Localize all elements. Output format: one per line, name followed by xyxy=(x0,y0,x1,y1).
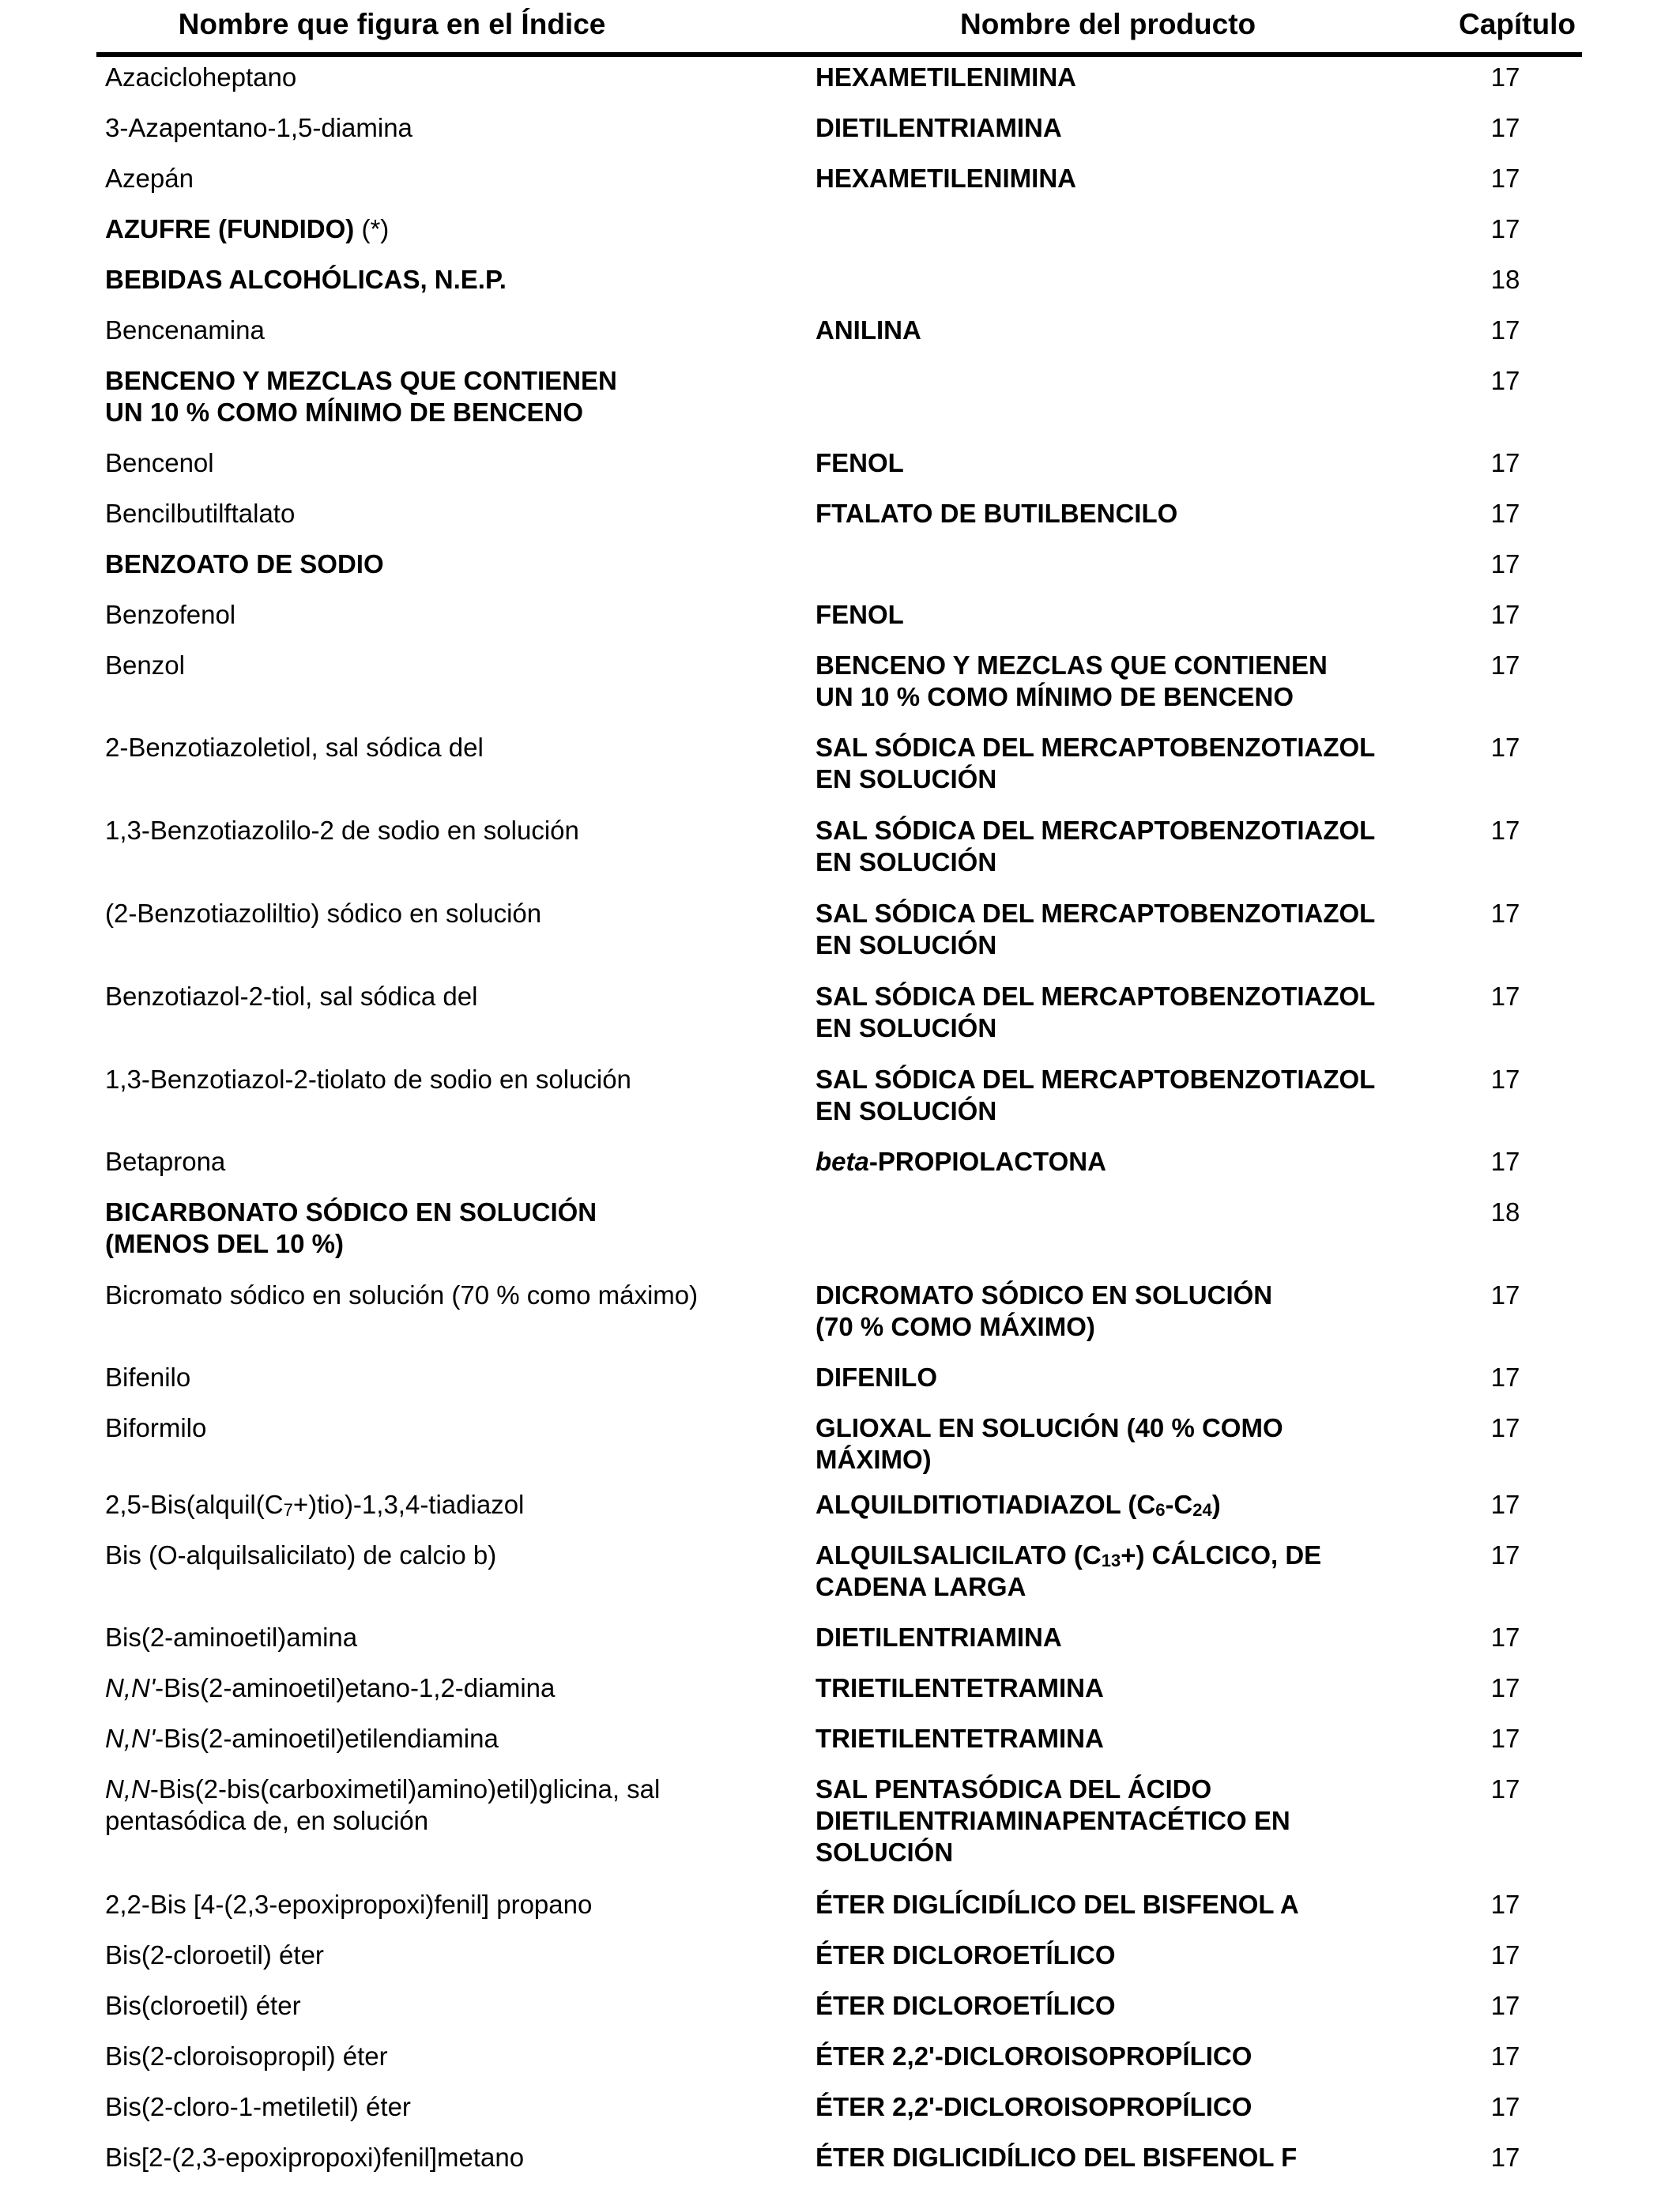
product-italic-prefix: beta xyxy=(816,1147,869,1176)
chapter-cell: 17 xyxy=(1490,1413,1520,1442)
index-name-text: -Bis(2-aminoetil)etano-1,2-diamina xyxy=(155,1673,556,1702)
header-chapter: Capítulo xyxy=(1459,8,1576,40)
index-name-cell xyxy=(105,213,769,245)
index-name-bold: AZUFRE (FUNDIDO) xyxy=(105,214,355,243)
chapter-cell: 17 xyxy=(1490,1724,1520,1753)
header-product-name: Nombre del producto xyxy=(960,8,1256,40)
chapter-cell: 17 xyxy=(1490,549,1520,579)
chapter-cell: 17 xyxy=(1490,1147,1520,1176)
chapter-cell: 17 xyxy=(1490,2092,1520,2121)
product-name-cell: TRIETILENTETRAMINA xyxy=(816,1673,1104,1702)
product-name-cell: ANILINA xyxy=(816,315,921,345)
chapter-cell: 17 xyxy=(1490,1890,1520,1919)
product-name-cell: FENOL xyxy=(816,600,904,629)
chapter-cell: 17 xyxy=(1490,1774,1520,1804)
product-text-part: ) xyxy=(1211,1490,1221,1519)
index-name-cell: Benzofenol xyxy=(105,600,236,629)
index-name-cell: (2-Benzotiazoliltio) sódico en solución xyxy=(105,899,542,928)
product-name-text: -PROPIOLACTONA xyxy=(868,1147,1106,1176)
product-text-part: ALQUILSALICILATO (C xyxy=(816,1540,1102,1570)
product-text-part: -C xyxy=(1165,1490,1193,1519)
chapter-cell: 17 xyxy=(1490,499,1520,528)
chapter-cell: 17 xyxy=(1490,1991,1520,2020)
product-name-cell: HEXAMETILENIMINA xyxy=(816,164,1076,193)
index-name-cell: Bencenamina xyxy=(105,315,265,345)
index-name-cell: Benzol xyxy=(105,650,185,680)
index-name-cell: Bifenilo xyxy=(105,1363,191,1392)
chapter-cell: 17 xyxy=(1490,2041,1520,2071)
index-name-cell: Bicromato sódico en solución (70 % como máximo) xyxy=(105,1280,699,1310)
product-name-cell: ÉTER 2,2'-DICLOROISOPROPÍLICO xyxy=(816,2041,1252,2071)
index-name-cell: BENZOATO DE SODIO xyxy=(105,549,384,579)
chapter-cell: 17 xyxy=(1490,982,1520,1011)
chapter-cell: 18 xyxy=(1490,1197,1520,1227)
header-index-name: Nombre que figura en el Índice xyxy=(178,8,606,40)
index-subscript: 7 xyxy=(283,1500,293,1520)
product-name-cell: BENCENO Y MEZCLAS QUE CONTIENEN UN 10 % COMO MÍNIMO DE BENCENO xyxy=(816,650,1328,711)
product-name-cell: DICROMATO SÓDICO EN SOLUCIÓN (70 % COMO MÁXIMO) xyxy=(816,1280,1273,1341)
product-name-cell: DIFENILO xyxy=(816,1363,937,1392)
chapter-cell: 17 xyxy=(1490,899,1520,928)
chapter-cell: 17 xyxy=(1490,1363,1520,1392)
index-name-cell: Bencilbutilftalato xyxy=(105,499,296,528)
product-name-cell: ÉTER DIGLÍCIDÍLICO DEL BISFENOL A xyxy=(816,1890,1299,1919)
product-text-part: ALQUILDITIOTIADIAZOL (C xyxy=(816,1490,1156,1519)
product-name-cell: SAL SÓDICA DEL MERCAPTOBENZOTIAZOL EN SOLUCIÓN xyxy=(816,816,1376,876)
index-name-cell: BICARBONATO SÓDICO EN SOLUCIÓN (MENOS DEL 10 %) xyxy=(105,1197,597,1258)
index-name-cell: BEBIDAS ALCOHÓLICAS, N.E.P. xyxy=(105,265,507,294)
index-name-cell: Bencenol xyxy=(105,448,214,477)
product-name-cell xyxy=(816,1489,1416,1521)
index-name-text: -Bis(2-bis(carboximetil)amino)etil)glicina, sal pentasódica de, en solución xyxy=(105,1774,661,1835)
chapter-cell: 17 xyxy=(1490,1940,1520,1970)
chapter-cell: 17 xyxy=(1490,113,1520,142)
product-name-cell: ÉTER DICLOROETÍLICO xyxy=(816,1991,1116,2020)
chapter-cell: 17 xyxy=(1490,315,1520,345)
chapter-cell: 17 xyxy=(1490,1490,1520,1519)
product-name-cell: DIETILENTRIAMINA xyxy=(816,113,1062,142)
chapter-cell: 17 xyxy=(1490,600,1520,629)
index-name-cell: 3-Azapentano-1,5-diamina xyxy=(105,113,412,142)
product-name-cell: GLIOXAL EN SOLUCIÓN (40 % COMO MÁXIMO) xyxy=(816,1413,1283,1474)
index-text-part: 2,5-Bis(alquil(C xyxy=(105,1490,284,1519)
index-text-part: +)tio)-1,3,4-tiadiazol xyxy=(292,1490,525,1519)
index-name-cell: Azepán xyxy=(105,164,194,193)
index-italic-prefix: N,N' xyxy=(105,1673,156,1702)
index-name-cell: 1,3-Benzotiazol-2-tiolato de sodio en solución xyxy=(105,1065,631,1094)
product-name-cell xyxy=(816,1146,1416,1178)
chapter-cell: 17 xyxy=(1490,62,1520,92)
product-subscript: 24 xyxy=(1192,1500,1212,1520)
product-name-cell: SAL SÓDICA DEL MERCAPTOBENZOTIAZOL EN SOLUCIÓN xyxy=(816,733,1376,794)
product-text-part: +) CÁLCICO, DE CADENA LARGA xyxy=(816,1540,1322,1601)
product-name-cell xyxy=(816,1540,1416,1603)
index-name-cell xyxy=(105,1489,769,1521)
product-subscript: 6 xyxy=(1155,1500,1166,1520)
index-name-cell xyxy=(105,1672,769,1704)
index-name-cell xyxy=(105,1774,769,1837)
product-name-cell: DIETILENTRIAMINA xyxy=(816,1623,1062,1652)
index-italic-prefix: N,N' xyxy=(105,1724,156,1753)
index-name-cell: Bis(2-cloroetil) éter xyxy=(105,1940,324,1970)
product-subscript: 13 xyxy=(1101,1551,1121,1570)
header-rule xyxy=(96,52,1582,57)
product-name-cell: FTALATO DE BUTILBENCILO xyxy=(816,499,1178,528)
chapter-cell: 17 xyxy=(1490,448,1520,477)
product-name-cell: ÉTER DIGLICIDÍLICO DEL BISFENOL F xyxy=(816,2143,1298,2172)
index-name-suffix: (*) xyxy=(354,214,390,243)
index-name-cell: Bis(2-cloro-1-metiletil) éter xyxy=(105,2092,411,2121)
index-name-cell xyxy=(105,1723,769,1755)
index-name-cell: 2,2-Bis [4-(2,3-epoxipropoxi)fenil] propano xyxy=(105,1890,593,1919)
product-name-cell: SAL SÓDICA DEL MERCAPTOBENZOTIAZOL EN SOLUCIÓN xyxy=(816,982,1376,1042)
chapter-cell: 17 xyxy=(1490,650,1520,680)
index-name-cell: Bis (O-alquilsalicilato) de calcio b) xyxy=(105,1540,497,1570)
chapter-cell: 18 xyxy=(1490,265,1520,294)
index-name-cell: Bis(2-aminoetil)amina xyxy=(105,1623,358,1652)
chapter-cell: 17 xyxy=(1490,164,1520,193)
index-name-cell: BENCENO Y MEZCLAS QUE CONTIENEN UN 10 % COMO MÍNIMO DE BENCENO xyxy=(105,366,617,427)
product-name-cell: SAL PENTASÓDICA DEL ÁCIDO DIETILENTRIAMINAPENTACÉTICO EN SOLUCIÓN xyxy=(816,1774,1290,1867)
index-name-cell: Azacicloheptano xyxy=(105,62,297,92)
product-name-cell: SAL SÓDICA DEL MERCAPTOBENZOTIAZOL EN SOLUCIÓN xyxy=(816,899,1376,959)
chapter-cell: 17 xyxy=(1490,1673,1520,1702)
chapter-cell: 17 xyxy=(1490,1280,1520,1310)
product-name-cell: FENOL xyxy=(816,448,904,477)
chapter-cell: 17 xyxy=(1490,214,1520,243)
product-name-cell: TRIETILENTETRAMINA xyxy=(816,1724,1104,1753)
chapter-cell: 17 xyxy=(1490,1540,1520,1570)
index-name-cell: Bis[2-(2,3-epoxipropoxi)fenil]metano xyxy=(105,2143,525,2172)
chapter-cell: 17 xyxy=(1490,816,1520,845)
chapter-cell: 17 xyxy=(1490,366,1520,395)
chapter-cell: 17 xyxy=(1490,1065,1520,1094)
index-name-cell: Betaprona xyxy=(105,1147,226,1176)
index-italic-prefix: N,N xyxy=(105,1774,150,1804)
index-name-cell: Bis(cloroetil) éter xyxy=(105,1991,301,2020)
index-name-cell: Biformilo xyxy=(105,1413,207,1442)
chapter-cell: 17 xyxy=(1490,1623,1520,1652)
index-name-text: -Bis(2-aminoetil)etilendiamina xyxy=(155,1724,499,1753)
index-name-cell: Benzotiazol-2-tiol, sal sódica del xyxy=(105,982,478,1011)
index-name-cell: 2-Benzotiazoletiol, sal sódica del xyxy=(105,733,484,762)
product-name-cell: ÉTER DICLOROETÍLICO xyxy=(816,1940,1116,1970)
product-name-cell: HEXAMETILENIMINA xyxy=(816,62,1076,92)
product-name-cell: SAL SÓDICA DEL MERCAPTOBENZOTIAZOL EN SOLUCIÓN xyxy=(816,1065,1376,1125)
chapter-cell: 17 xyxy=(1490,733,1520,762)
index-name-cell: Bis(2-cloroisopropil) éter xyxy=(105,2041,388,2071)
product-name-cell: ÉTER 2,2'-DICLOROISOPROPÍLICO xyxy=(816,2092,1252,2121)
chapter-cell: 17 xyxy=(1490,2143,1520,2172)
index-name-cell: 1,3-Benzotiazolilo-2 de sodio en solución xyxy=(105,816,579,845)
